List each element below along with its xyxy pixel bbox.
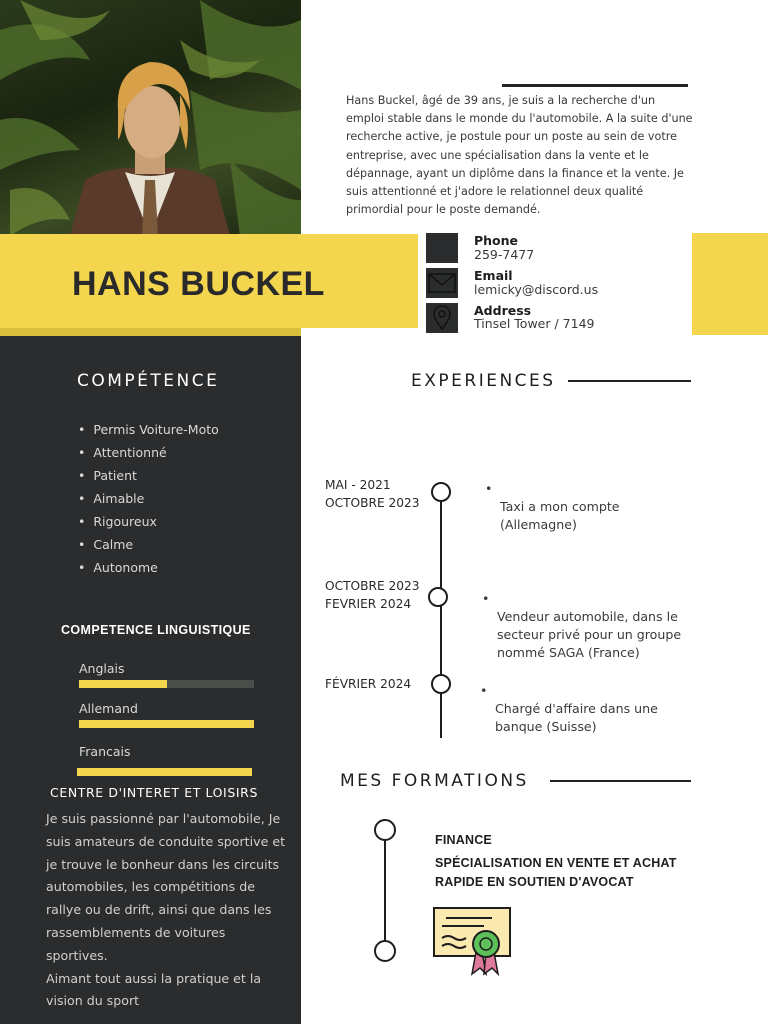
skill-item: • Patient (78, 466, 219, 489)
timeline-dot (374, 940, 396, 962)
formation-finance: FINANCE (435, 833, 492, 847)
language-bar-fill (79, 720, 254, 728)
language-bar (79, 680, 254, 688)
location-pin-icon (426, 303, 458, 333)
experience-description: • Vendeur automobile, dans le secteur privé pour un groupe nommé SAGA (France) (482, 591, 682, 660)
language-label: Allemand (79, 701, 138, 716)
certificate-icon (432, 904, 514, 976)
experience-date: FÉVRIER 2024 (325, 677, 412, 691)
timeline-dot (431, 482, 451, 502)
skill-item: • Permis Voiture-Moto (78, 420, 219, 443)
skill-item: • Calme (78, 535, 219, 558)
skill-item: • Aimable (78, 489, 219, 512)
skill-item: • Attentionné (78, 443, 219, 466)
name-banner-shadow (0, 328, 301, 336)
formations-title: MES FORMATIONS (340, 771, 529, 791)
timeline-dot (431, 674, 451, 694)
language-label: Francais (79, 744, 131, 759)
phone-label: Phone (474, 233, 519, 248)
language-bar-fill (79, 680, 167, 688)
experience-date: MAI - 2021 OCTOBRE 2023 (325, 478, 420, 510)
experience-date: OCTOBRE 2023 FEVRIER 2024 (325, 579, 420, 611)
profile-photo (0, 0, 301, 236)
email-icon (426, 268, 458, 298)
email-label: Email (474, 268, 513, 283)
languages-title: COMPETENCE LINGUISTIQUE (61, 623, 251, 637)
skill-item: • Rigoureux (78, 512, 219, 535)
email-value[interactable]: lemicky@discord.us (474, 282, 599, 297)
timeline-dot (428, 587, 448, 607)
language-bar-fill (77, 768, 252, 776)
phone-value: 259-7477 (474, 247, 535, 262)
formation-speciality: SPÉCIALISATION EN VENTE ET ACHAT RAPIDE EN SOUTIEN D'AVOCAT (435, 856, 677, 889)
profile-summary: Hans Buckel, âgé de 39 ans, je suis a la recherche d'un emploi stable dans le monde du l'automobile. A la suite d'une recherche active, je postule pour un poste au sein de votre entreprise, avec une spécialisation dans la vente et le dépannage, ayant un diplôme dans la finance et la vente. Je suis attentionné et j'adore le relationnel deux qualité primordial pour le poste demandé. (346, 94, 693, 217)
timeline-line (440, 500, 442, 738)
language-label: Anglais (79, 661, 125, 676)
skill-item: • Autonome (78, 558, 219, 581)
accent-block (692, 233, 768, 335)
address-value: Tinsel Tower / 7149 (474, 316, 595, 331)
skills-list (78, 420, 219, 581)
interests-title: CENTRE D'INTERET ET LOISIRS (50, 785, 258, 800)
decorative-line (502, 84, 688, 87)
experience-description: • Chargé d'affaire dans une banque (Suisse) (480, 683, 658, 734)
experiences-title-line (568, 380, 691, 382)
language-bar (79, 720, 254, 728)
language-bar (77, 768, 252, 776)
candidate-name: HANS BUCKEL (72, 265, 325, 303)
experiences-title: EXPERIENCES (411, 371, 556, 391)
address-label: Address (474, 303, 532, 318)
interests-text: Je suis passionné par l'automobile, Je suis amateurs de conduite sportive et je trouve le bonheur dans les circuits automobiles, les compétitions de rallye ou de drift, ainsi que dans les rassemblements de voitures sportives. Aimant tout aussi la pratique et la vision du sport (46, 811, 286, 1009)
formation-timeline-line (384, 830, 386, 950)
formations-title-line (550, 780, 691, 782)
skills-title: COMPÉTENCE (77, 371, 220, 391)
phone-icon (426, 233, 458, 263)
experience-description: • Taxi a mon compte (Allemagne) (485, 481, 620, 532)
timeline-dot (374, 819, 396, 841)
